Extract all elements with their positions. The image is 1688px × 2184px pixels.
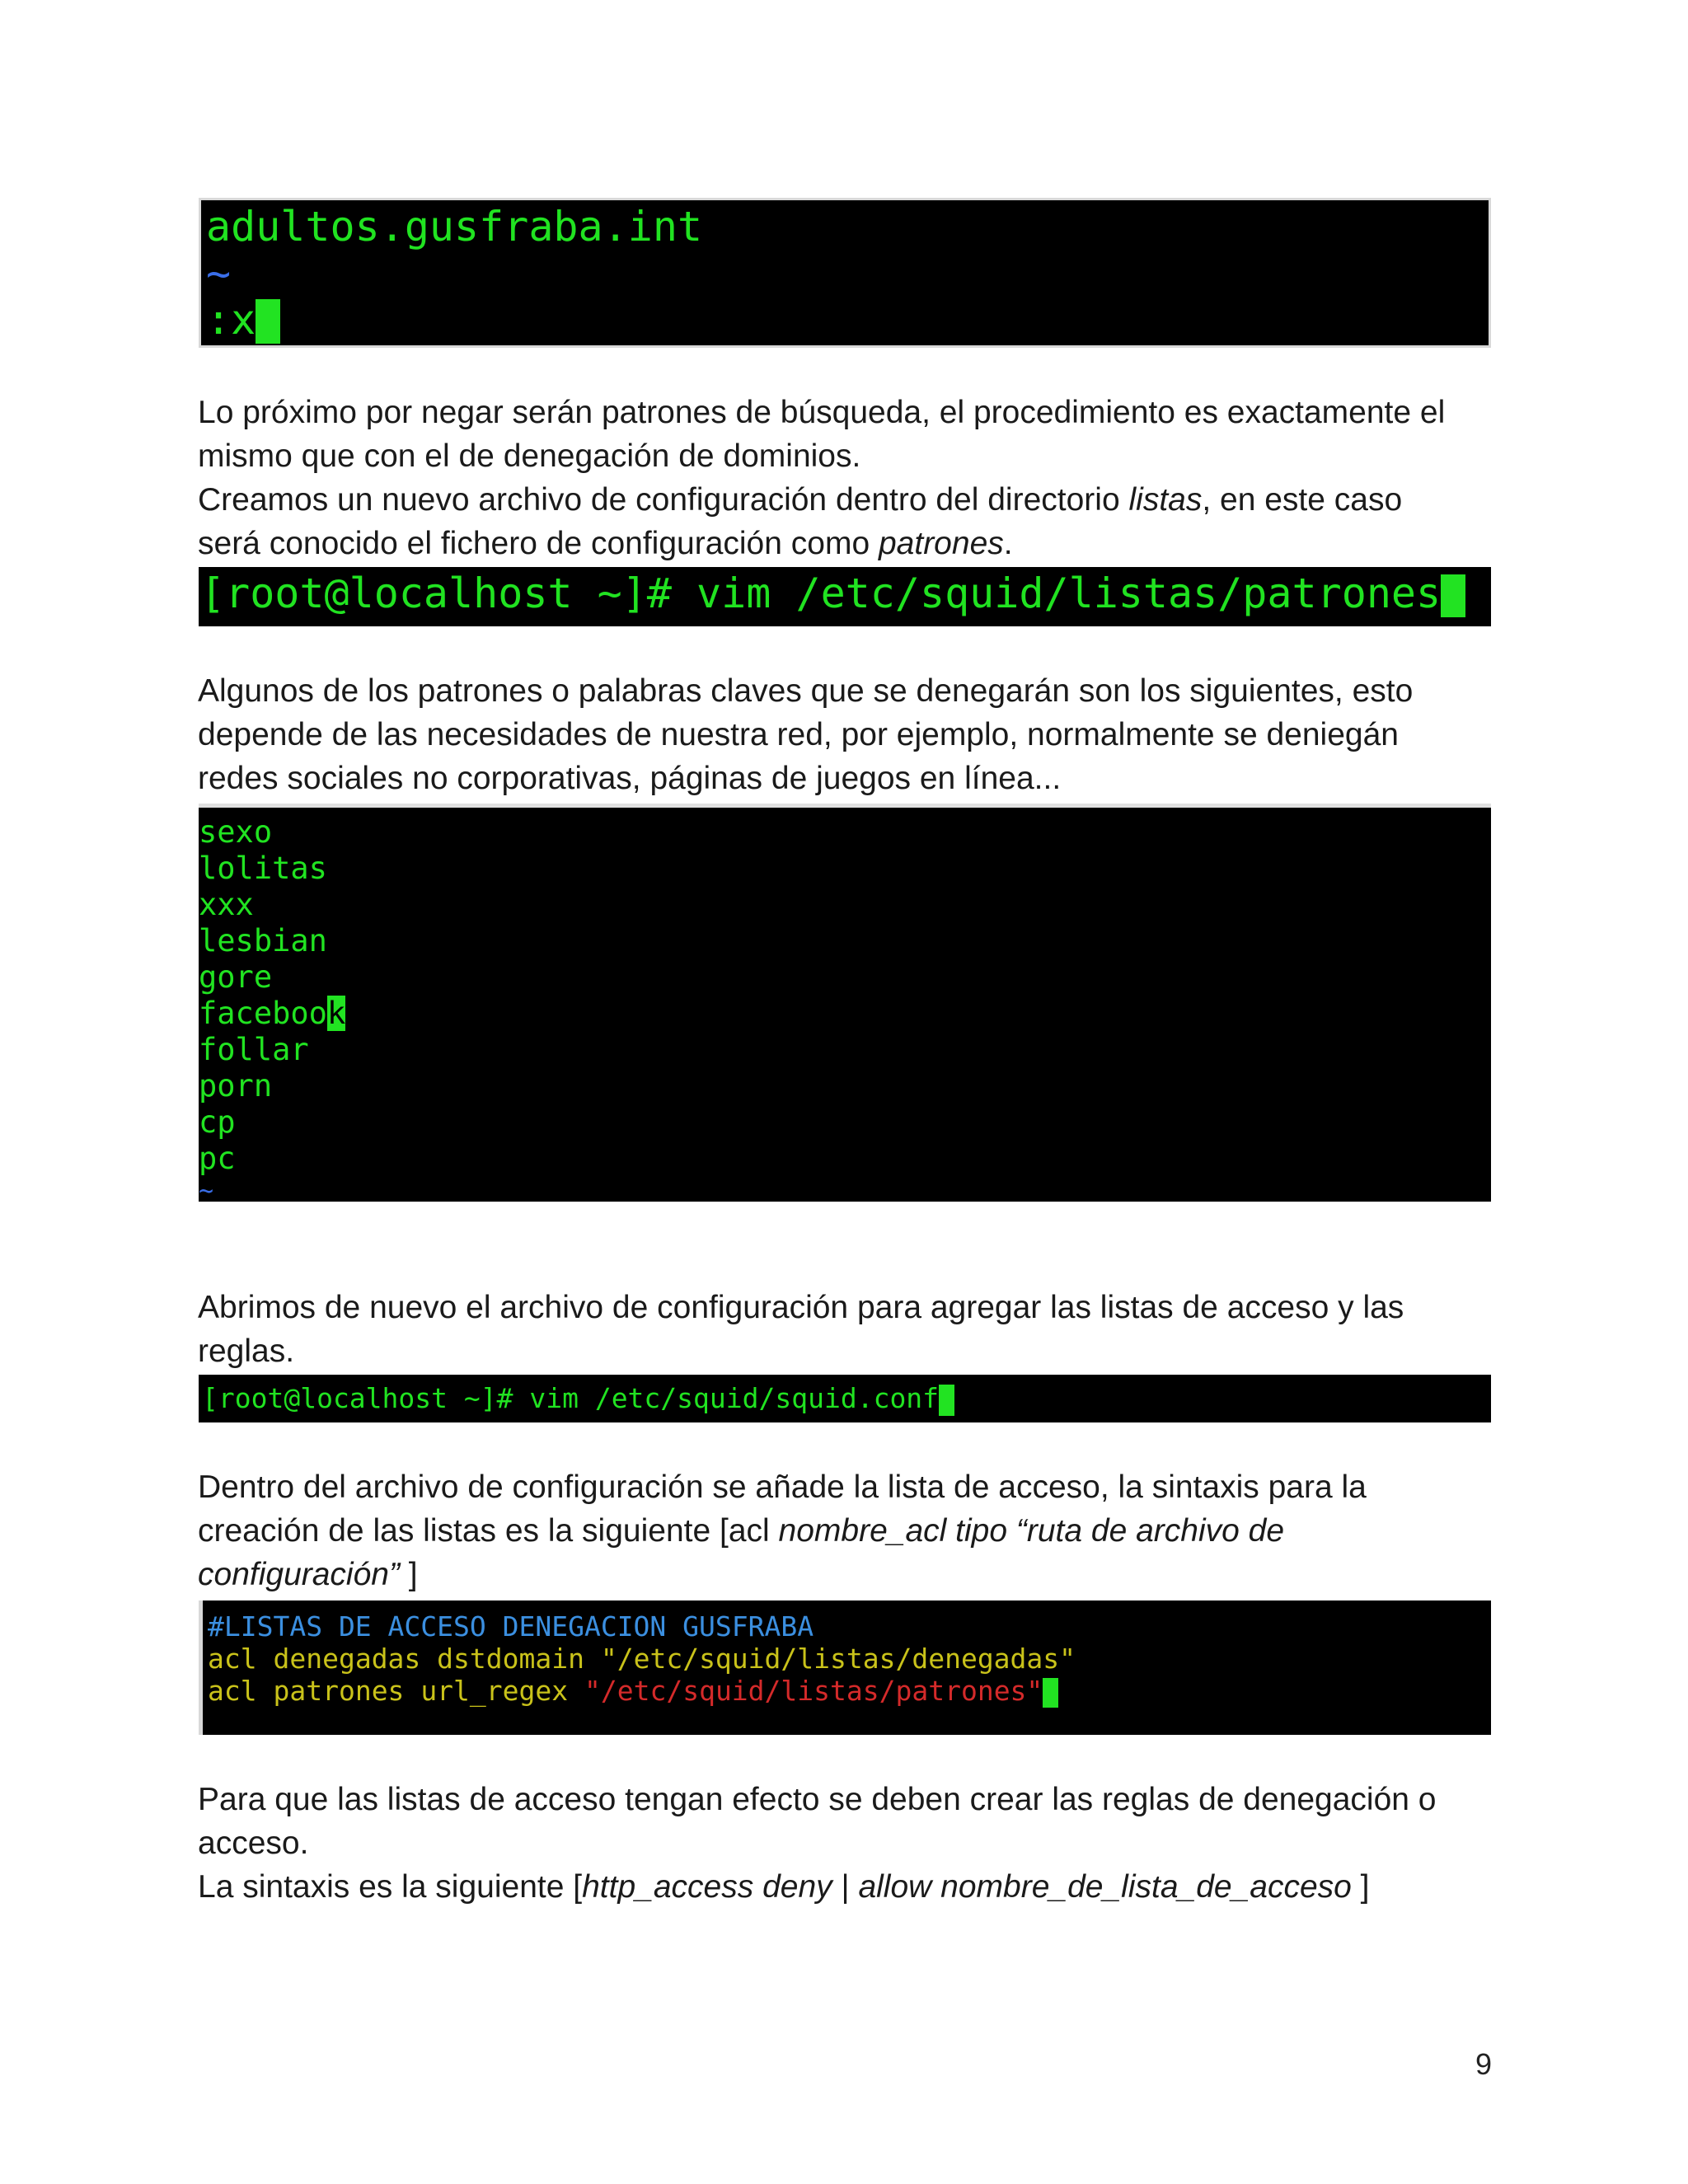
terminal-block-vim-squid-conf [199, 1375, 1491, 1422]
page-number: 9 [1475, 2047, 1492, 2081]
text-line: Lo próximo por negar serán patrones de búsqueda, el procedimiento es exactamente el [198, 395, 1446, 430]
cursor [939, 1385, 954, 1416]
pattern-word: gore [199, 959, 273, 995]
pattern-word: lesbian [199, 923, 327, 958]
text-line: Para que las listas de acceso tengan efecto se deben crear las reglas de denegación o [198, 1782, 1437, 1817]
shell-command: [root@localhost ~]# vim /etc/squid/listas/patrones [200, 569, 1442, 617]
acl-keyword: acl [208, 1675, 257, 1707]
cursor [1441, 574, 1465, 617]
cursor [256, 299, 280, 344]
text-span: creación de las listas es la siguiente [acl [198, 1513, 779, 1549]
text-line [198, 1865, 1492, 1909]
paragraph-open-config [198, 1286, 1492, 1373]
acl-name: patrones [273, 1675, 405, 1707]
paragraph-access-rules [198, 1778, 1492, 1909]
text-line: reglas. [198, 1333, 295, 1369]
text-line [198, 1509, 1492, 1553]
terminal-command-line [200, 567, 1491, 620]
text-span: será conocido el fichero de configuración como [198, 526, 879, 561]
pattern-word: lolitas [199, 851, 327, 886]
italic-text: allow nombre_de_lista_de_acceso [858, 1869, 1352, 1905]
pattern-word: sexo [199, 814, 273, 850]
terminal-command-line [202, 1375, 1491, 1422]
text-line [198, 478, 1492, 522]
acl-name: denegadas [273, 1643, 421, 1675]
pattern-word: xxx [199, 887, 254, 922]
italic-text: configuración” [198, 1557, 400, 1592]
acl-type: url_regex [420, 1675, 569, 1707]
text-span: . [1003, 526, 1013, 561]
text-line: Dentro del archivo de configuración se añade la lista de acceso, la sintaxis para la [198, 1469, 1367, 1505]
italic-text: listas [1128, 482, 1203, 518]
paragraph-acl-syntax [198, 1465, 1492, 1596]
text-line: mismo que con el de denegación de dominios. [198, 438, 861, 474]
text-line [198, 522, 1492, 565]
text-line: redes sociales no corporativas, páginas de juegos en línea... [198, 761, 1062, 796]
acl-type: dstdomain [437, 1643, 584, 1675]
pattern-word: pc [199, 1141, 236, 1176]
cursor [1043, 1678, 1058, 1708]
acl-keyword: acl [208, 1643, 257, 1675]
shell-command: [root@localhost ~]# vim /etc/squid/squid.conf [202, 1382, 940, 1414]
text-line: Abrimos de nuevo el archivo de configuración para agregar las listas de acceso y las [198, 1290, 1404, 1325]
italic-text: http_access deny [582, 1869, 832, 1905]
terminal-block-hosts [199, 198, 1491, 348]
vim-tilde: ~ [199, 1177, 214, 1202]
terminal-block-acl-config [199, 1601, 1491, 1735]
pattern-word-with-cursor [199, 996, 1491, 1032]
acl-path: "/etc/squid/listas/denegadas" [600, 1643, 1076, 1675]
vim-command: :x [206, 296, 256, 344]
text-span: ] [1351, 1869, 1370, 1905]
italic-text: patrones [878, 526, 1004, 561]
paragraph-patterns-intro [198, 391, 1492, 565]
terminal-block-pattern-list [199, 804, 1491, 1202]
italic-text: nombre_acl tipo “ruta de archivo de [778, 1513, 1285, 1549]
text-span: La sintaxis es la siguiente [ [198, 1869, 583, 1905]
terminal-line: adultos.gusfraba.int [206, 203, 703, 251]
vim-tilde: ~ [206, 250, 232, 298]
config-comment: #LISTAS DE ACCESO DENEGACION GUSFRABA [208, 1610, 814, 1643]
text-span: , en este caso [1202, 482, 1403, 518]
acl-line-denegadas [208, 1643, 1491, 1675]
terminal-command-line [206, 296, 1489, 344]
terminal-block-vim-patrones [199, 567, 1491, 626]
text-span: | [832, 1869, 859, 1905]
pattern-word: porn [199, 1068, 273, 1104]
text-line: acceso. [198, 1825, 309, 1861]
text-line: depende de las necesidades de nuestra red, por ejemplo, normalmente se deniegán [198, 717, 1399, 752]
text-span: ] [399, 1557, 418, 1592]
paragraph-keywords [198, 669, 1492, 800]
pattern-word: cp [199, 1104, 236, 1140]
cursor: k [326, 996, 346, 1031]
text-line [198, 1553, 1492, 1596]
text-span: Creamos un nuevo archivo de configuración dentro del directorio [198, 482, 1129, 518]
pattern-word: faceboo [199, 996, 327, 1031]
acl-line-patrones [208, 1675, 1491, 1708]
acl-path: "/etc/squid/listas/patrones" [584, 1675, 1043, 1707]
text-line: Algunos de los patrones o palabras claves que se denegarán son los siguientes, esto [198, 673, 1414, 709]
pattern-word: follar [199, 1032, 309, 1067]
